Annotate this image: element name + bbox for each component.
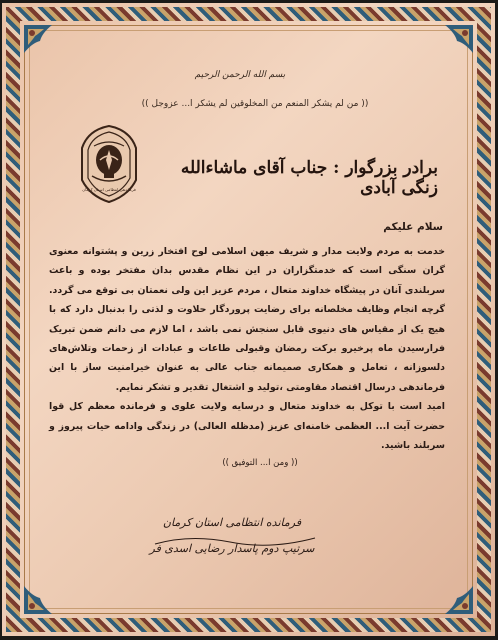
corner-ornament-bottom-left [22,566,72,616]
corner-ornament-bottom-right [425,566,475,616]
corner-ornament-top-right [425,23,475,73]
hadith-verse: (( من لم یشکر المنعم من المخلوقین لم یشکر ا... عزوجل )) [141,99,369,109]
emblem-caption: فرماندهی انتظامی استان کرمان [82,187,136,192]
closing-phrase: (( ومن ا... التوفیق )) [222,458,298,468]
corner-ornament-top-left [22,23,72,73]
letter-body [49,242,445,455]
signatory-name: سرتیپ دوم پاسدار رضایی اسدی فر [149,542,315,555]
signatory-position: فرمانده انتظامی استان کرمان [162,516,302,529]
letter-paragraph-1: خدمت به مردم ولایت مدار و شریف میهن اسلامی لوح افتخار زرین و پشتوانه معنوی گران سنگی است که خدمتگزاران در این نظام مقدس بدان مفتخر بوده و باعث سربلندی آنان در پیشگاه خداوند متعال ، مردم عزیز این ولی نعمتان بی توقع می گردد. گرچه انجام وظایف مخلصانه برای رضایت پروردگار حلاوت و لذتی را بدنبال دارد که با هیچ یک از مقیاس های دنیوی قابل سنجش نمی باشد ، اما لازم می دانم ضمن تبریک فرارسیدن ماه پرخیرو برکت رمضان وقبولی طاعات و عبادات از زحمات وتلاش‌های دلسوزانه ، تعامل و همکاری صمیمانه جناب عالی به عنوان خیرامنیت ساز با این فرماندهی درسال اقتصاد مقاومتی ،تولید و اشتغال تقدیر و تشکر نمایم. [49,246,445,393]
letter-paragraph-2: امید است با توکل به خداوند متعال و درسایه ولایت علوی و فرمانده معظم کل قوا حضرت آیت ا... العظمی خامنه‌ای عزیز (مدظله العالی) در زندگی وادامه حیات پیروز و سربلند باشید. [49,401,445,452]
greeting: سلام علیکم [383,221,443,233]
bismillah-heading: بسم الله الرحمن الرحیم [194,70,286,80]
police-emblem [78,124,140,204]
recipient-title: برادر بزرگوار : جناب آقای ماشاءالله زنگی آبادی [180,158,438,198]
